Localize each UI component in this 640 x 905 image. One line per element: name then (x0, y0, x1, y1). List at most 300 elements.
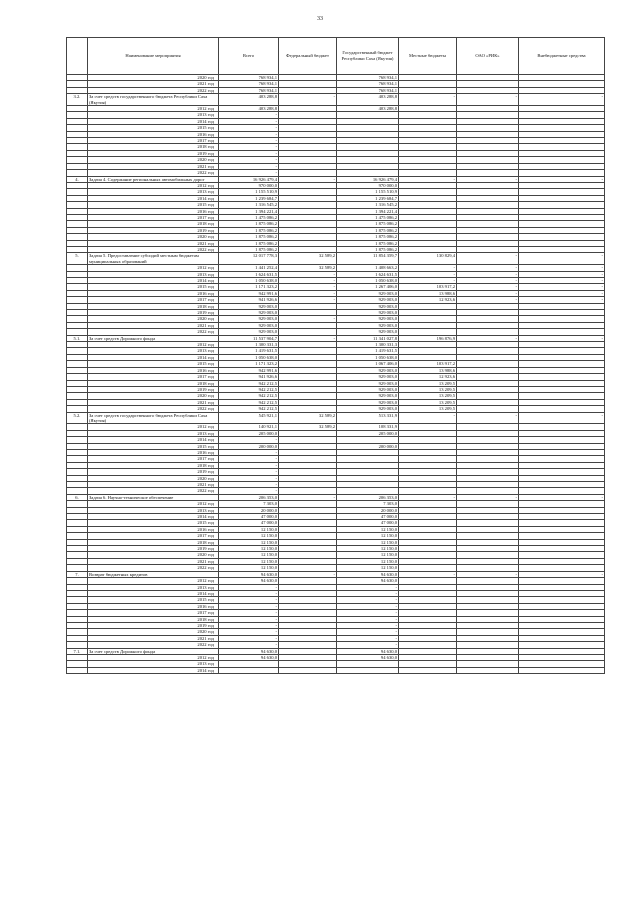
activity-name: 2016 год (88, 526, 219, 532)
activity-name: 2014 год (88, 278, 219, 284)
extrabudgetary-cell: - (519, 176, 605, 182)
state-cell: 12 150,0 (337, 565, 399, 571)
total-cell: 12 017 778,3 (219, 253, 279, 265)
state-cell: 12 150,0 (337, 546, 399, 552)
total-cell: - (219, 118, 279, 124)
state-cell: 1 155 510,9 (337, 189, 399, 195)
activity-name: 2021 год (88, 81, 219, 87)
row-number: 5.1. (67, 335, 88, 341)
activity-name: 2015 год (88, 361, 219, 367)
extrabudgetary-cell: - (519, 290, 605, 296)
total-cell: - (219, 475, 279, 481)
activity-name: 2017 год (88, 138, 219, 144)
activity-name: 2012 год (88, 424, 219, 430)
extrabudgetary-cell: - (519, 271, 605, 277)
activity-name: 2012 год (88, 578, 219, 584)
activity-name: 2022 год (88, 565, 219, 571)
total-cell: 47 000,0 (219, 514, 279, 520)
rik-cell: - (457, 571, 519, 577)
local-cell: - (399, 412, 457, 424)
activity-name: 2013 год (88, 112, 219, 118)
table-row (67, 94, 605, 106)
state-cell: 1 408 663,2 (337, 265, 399, 271)
total-cell: 1 875 086,2 (219, 234, 279, 240)
extrabudgetary-cell: - (519, 265, 605, 271)
rik-cell: - (457, 278, 519, 284)
state-cell: 1 875 086,2 (337, 234, 399, 240)
row-number: 7.1. (67, 648, 88, 654)
local-cell: 13 988,6 (399, 367, 457, 373)
total-cell: 1 875 086,2 (219, 246, 279, 252)
state-cell: - (337, 629, 399, 635)
total-cell: 941 926,6 (219, 297, 279, 303)
activity-name: 2019 год (88, 386, 219, 392)
state-cell: 929 003,0 (337, 393, 399, 399)
total-cell: 942 212,5 (219, 386, 279, 392)
total-cell (219, 667, 279, 673)
total-cell: 942 212,5 (219, 393, 279, 399)
total-cell: - (219, 163, 279, 169)
state-cell: 11 341 027,8 (337, 335, 399, 341)
state-cell: 929 003,0 (337, 406, 399, 412)
extrabudgetary-cell: - (519, 284, 605, 290)
activity-name: 2018 год (88, 221, 219, 227)
state-cell: 929 003,0 (337, 386, 399, 392)
extrabudgetary-cell: - (519, 335, 605, 341)
state-cell: 1 239 684,7 (337, 195, 399, 201)
activity-name: 2022 год (88, 329, 219, 335)
activity-name: 2015 год (88, 520, 219, 526)
table-row (67, 253, 605, 265)
activity-name: 2018 год (88, 462, 219, 468)
total-cell: - (219, 584, 279, 590)
activity-name: За счет средств Дорожного фонда (88, 648, 219, 654)
activity-name: За счет средств государственного бюджета Республики Саха (Якутия) (88, 412, 219, 424)
total-cell: - (219, 616, 279, 622)
activity-name: 2019 год (88, 622, 219, 628)
federal-cell: 32 589,2 (279, 424, 337, 430)
activity-name: 2017 год (88, 610, 219, 616)
federal-cell: 32 589,2 (279, 253, 337, 265)
federal-cell: - (279, 297, 337, 303)
activity-name: 2012 год (88, 265, 219, 271)
activity-name: 2018 год (88, 380, 219, 386)
row-number: 5.2. (67, 412, 88, 424)
state-cell: 206 353,0 (337, 494, 399, 500)
activity-name: 2020 год (88, 316, 219, 322)
activity-name: 2013 год (88, 430, 219, 436)
total-cell: 12 150,0 (219, 539, 279, 545)
extrabudgetary-cell: - (519, 571, 605, 577)
state-cell: - (337, 610, 399, 616)
total-cell: 47 000,0 (219, 520, 279, 526)
rik-cell: - (457, 335, 519, 341)
local-cell: - (399, 176, 457, 182)
local-cell: 103 917,2 (399, 361, 457, 367)
activity-name: 2014 год (88, 354, 219, 360)
header-activity-name: Наименование мероприятия (88, 38, 219, 75)
activity-name: За счет средств Дорожного фонда (88, 335, 219, 341)
local-cell: 13 988,6 (399, 290, 457, 296)
total-cell: 929 003,0 (219, 322, 279, 328)
state-cell: 1 316 545,2 (337, 202, 399, 208)
rik-cell: - (457, 412, 519, 424)
total-cell: 1 475 086,2 (219, 214, 279, 220)
state-cell: 403 288,8 (337, 106, 399, 112)
total-cell: 768 934,1 (219, 81, 279, 87)
total-cell: - (219, 112, 279, 118)
state-cell: 94 630,0 (337, 578, 399, 584)
total-cell: 1 239 684,7 (219, 195, 279, 201)
state-cell: 1 875 086,2 (337, 221, 399, 227)
total-cell: 929 003,0 (219, 303, 279, 309)
total-cell: 1 419 631,5 (219, 348, 279, 354)
activity-name: 2022 год (88, 406, 219, 412)
activity-name: 2017 год (88, 297, 219, 303)
activity-name: 2012 год (88, 501, 219, 507)
local-cell: 130 829,4 (399, 253, 457, 265)
state-cell: 403 288,8 (337, 94, 399, 106)
activity-name: За счет средств государственного бюджета Республики Саха (Якутия) (88, 94, 219, 106)
total-cell: 1 875 086,2 (219, 221, 279, 227)
total-cell: - (219, 462, 279, 468)
state-cell: 929 003,0 (337, 322, 399, 328)
activity-name: 2018 год (88, 303, 219, 309)
total-cell: 12 150,0 (219, 533, 279, 539)
activity-name: 2019 год (88, 227, 219, 233)
total-cell: 16 926 479,4 (219, 176, 279, 182)
state-cell: 94 630,0 (337, 648, 399, 654)
federal-cell: - (279, 316, 337, 322)
local-cell: - (399, 94, 457, 106)
activity-name: 2021 год (88, 635, 219, 641)
state-cell: 929 003,0 (337, 310, 399, 316)
total-cell: - (219, 469, 279, 475)
local-cell: 13 209,5 (399, 406, 457, 412)
table-row (67, 412, 605, 424)
state-cell: 1 050 638,0 (337, 278, 399, 284)
activity-name: 2020 год (88, 393, 219, 399)
state-cell: 1 875 086,2 (337, 227, 399, 233)
activity-name: 2017 год (88, 214, 219, 220)
activity-name: 2017 год (88, 456, 219, 462)
state-cell: 1 624 631,5 (337, 271, 399, 277)
state-cell: 11 854 359,7 (337, 253, 399, 265)
activity-name: 2014 год (88, 118, 219, 124)
activity-name: 2020 год (88, 157, 219, 163)
rik-cell (457, 667, 519, 673)
federal-cell: - (279, 290, 337, 296)
activity-name: 2014 год (88, 437, 219, 443)
federal-cell (279, 667, 337, 673)
total-cell: - (219, 456, 279, 462)
local-cell: 103 917,2 (399, 284, 457, 290)
row-number: 7. (67, 571, 88, 577)
state-cell: 929 003,0 (337, 374, 399, 380)
total-cell: 1 316 545,2 (219, 202, 279, 208)
state-cell: - (337, 603, 399, 609)
state-cell: 16 926 479,4 (337, 176, 399, 182)
state-cell: 1 067 406,0 (337, 361, 399, 367)
activity-name: 2012 год (88, 106, 219, 112)
local-cell: - (399, 571, 457, 577)
rik-cell: - (457, 290, 519, 296)
activity-name: 2016 год (88, 367, 219, 373)
rik-cell: - (457, 265, 519, 271)
total-cell: 7 303,0 (219, 501, 279, 507)
activity-name: 2016 год (88, 449, 219, 455)
activity-name: 2022 год (88, 488, 219, 494)
total-cell: 1 155 510,9 (219, 189, 279, 195)
local-cell: 196 876,9 (399, 335, 457, 341)
header-row (67, 38, 605, 75)
federal-cell: - (279, 176, 337, 182)
activity-name: 2014 год (88, 514, 219, 520)
total-cell: 929 003,0 (219, 316, 279, 322)
state-cell: - (337, 584, 399, 590)
total-cell: 1 624 631,5 (219, 271, 279, 277)
state-cell: 7 303,0 (337, 501, 399, 507)
activity-name: 2021 год (88, 482, 219, 488)
activity-name: 2018 год (88, 616, 219, 622)
local-cell: 13 209,5 (399, 399, 457, 405)
state-cell: 1 875 086,2 (337, 246, 399, 252)
total-cell: 1 050 638,0 (219, 278, 279, 284)
state-cell: - (337, 597, 399, 603)
total-cell: 1 394 221,4 (219, 208, 279, 214)
total-cell: 200 000,0 (219, 443, 279, 449)
activity-name: 2013 год (88, 271, 219, 277)
state-cell: 768 934,1 (337, 81, 399, 87)
state-cell: 929 003,0 (337, 316, 399, 322)
state-cell: 20 000,0 (337, 507, 399, 513)
extrabudgetary-cell: - (519, 278, 605, 284)
table-row (67, 667, 605, 673)
total-cell: 12 150,0 (219, 546, 279, 552)
federal-cell: 32 589,2 (279, 412, 337, 424)
header-extrabudgetary: Внебюджетные средства (519, 38, 605, 75)
federal-cell: - (279, 271, 337, 277)
activity-name: 2012 год (88, 654, 219, 660)
activity-name: 2020 год (88, 75, 219, 81)
state-cell: - (337, 635, 399, 641)
total-cell: - (219, 603, 279, 609)
local-cell: 13 209,5 (399, 393, 457, 399)
state-cell: 929 003,0 (337, 297, 399, 303)
total-cell: 1 171 323,2 (219, 284, 279, 290)
total-cell: - (219, 138, 279, 144)
activity-name: 2017 год (88, 533, 219, 539)
activity-name: 2021 год (88, 240, 219, 246)
total-cell: - (219, 131, 279, 137)
row-number: 6. (67, 494, 88, 500)
total-cell: 941 926,6 (219, 374, 279, 380)
row-number: 3.2. (67, 94, 88, 106)
total-cell: 942 991,6 (219, 367, 279, 373)
activity-name: 2022 год (88, 246, 219, 252)
header-local-budgets: Местные бюджеты (399, 38, 457, 75)
total-cell: 942 212,5 (219, 380, 279, 386)
rik-cell: - (457, 253, 519, 265)
total-cell: - (219, 157, 279, 163)
total-cell: - (219, 125, 279, 131)
total-cell: 94 630,0 (219, 578, 279, 584)
total-cell: 1 050 638,0 (219, 354, 279, 360)
local-cell: 12 923,6 (399, 297, 457, 303)
extrabudgetary-cell: - (519, 253, 605, 265)
activity-name: 2021 год (88, 322, 219, 328)
activity-name: 2020 год (88, 475, 219, 481)
state-cell: 47 000,0 (337, 514, 399, 520)
state-cell: 200 000,0 (337, 443, 399, 449)
local-cell: - (399, 494, 457, 500)
state-cell: 1 394 221,4 (337, 208, 399, 214)
header-state-budget: Государственный бюджет Республики Саха (Якутия) (337, 38, 399, 75)
total-cell: 403 288,8 (219, 94, 279, 106)
activity-name: 2022 год (88, 87, 219, 93)
activity-name: 2019 год (88, 469, 219, 475)
activity-name: 2019 год (88, 150, 219, 156)
activity-name: 2021 год (88, 163, 219, 169)
activity-name: 2013 год (88, 661, 219, 667)
row-number (67, 667, 88, 673)
total-cell: 205 000,0 (219, 430, 279, 436)
state-cell: - (337, 590, 399, 596)
activity-name: 2020 год (88, 552, 219, 558)
page-number: 33 (317, 16, 323, 22)
total-cell: 970 000,0 (219, 182, 279, 188)
state-cell: 94 630,0 (337, 654, 399, 660)
activity-name: 2013 год (88, 584, 219, 590)
total-cell: 140 921,1 (219, 424, 279, 430)
federal-cell: - (279, 494, 337, 500)
total-cell: 545 921,1 (219, 412, 279, 424)
local-cell: 13 209,5 (399, 380, 457, 386)
local-cell: 13 209,5 (399, 386, 457, 392)
total-cell: - (219, 449, 279, 455)
header-total: Всего (219, 38, 279, 75)
total-cell: 12 150,0 (219, 558, 279, 564)
state-cell: - (337, 622, 399, 628)
total-cell: 1 171 323,2 (219, 361, 279, 367)
state-cell: 12 150,0 (337, 558, 399, 564)
total-cell: 942 991,6 (219, 290, 279, 296)
extrabudgetary-cell: - (519, 412, 605, 424)
activity-name: 2014 год (88, 667, 219, 673)
activity-name: 2022 год (88, 170, 219, 176)
state-cell: 929 003,0 (337, 399, 399, 405)
activity-name: 2020 год (88, 234, 219, 240)
row-number: 4. (67, 176, 88, 182)
state-cell: 12 150,0 (337, 552, 399, 558)
activity-name: 2019 год (88, 546, 219, 552)
total-cell: 1 875 086,2 (219, 227, 279, 233)
activity-name: 2017 год (88, 374, 219, 380)
total-cell: - (219, 144, 279, 150)
state-cell (337, 667, 399, 673)
activity-name: 2015 год (88, 125, 219, 131)
activity-name: 2016 год (88, 603, 219, 609)
activity-name: 2015 год (88, 202, 219, 208)
state-cell: 205 000,0 (337, 430, 399, 436)
total-cell: - (219, 150, 279, 156)
row-number: 5. (67, 253, 88, 265)
header-number (67, 38, 88, 75)
activity-name: 2016 год (88, 208, 219, 214)
state-cell: 94 630,0 (337, 571, 399, 577)
state-cell: 1 267 406,0 (337, 284, 399, 290)
activity-name: 2022 год (88, 642, 219, 648)
state-cell: 12 150,0 (337, 533, 399, 539)
activity-name: Задача 4. Содержание региональных автомобильных дорог (88, 176, 219, 182)
total-cell: - (219, 437, 279, 443)
federal-cell: - (279, 278, 337, 284)
activity-name: 2021 год (88, 558, 219, 564)
state-cell: - (337, 616, 399, 622)
total-cell: 1 441 252,4 (219, 265, 279, 271)
extrabudgetary-cell: - (519, 297, 605, 303)
total-cell: 206 353,0 (219, 494, 279, 500)
state-cell: 513 331,9 (337, 412, 399, 424)
total-cell: - (219, 482, 279, 488)
state-cell: - (337, 642, 399, 648)
activity-name: 2018 год (88, 144, 219, 150)
state-cell: 1 300 331,3 (337, 342, 399, 348)
total-cell: 929 003,0 (219, 310, 279, 316)
total-cell: - (219, 170, 279, 176)
state-cell: 1 419 631,5 (337, 348, 399, 354)
federal-cell: - (279, 335, 337, 341)
activity-name: 2013 год (88, 507, 219, 513)
activity-name: 2013 год (88, 189, 219, 195)
total-cell: 768 934,1 (219, 87, 279, 93)
activity-name: Возврат бюджетных кредитов (88, 571, 219, 577)
rik-cell: - (457, 176, 519, 182)
activity-name: 2012 год (88, 342, 219, 348)
activity-name: 2012 год (88, 182, 219, 188)
state-cell: 12 150,0 (337, 526, 399, 532)
state-cell: 12 150,0 (337, 539, 399, 545)
header-federal-budget: Федеральный бюджет (279, 38, 337, 75)
total-cell: - (219, 622, 279, 628)
federal-cell: - (279, 571, 337, 577)
total-cell: 11 537 904,7 (219, 335, 279, 341)
local-cell: - (399, 271, 457, 277)
total-cell: 12 150,0 (219, 565, 279, 571)
total-cell: 929 003,0 (219, 329, 279, 335)
state-cell: 929 003,0 (337, 367, 399, 373)
state-cell: 970 000,0 (337, 182, 399, 188)
total-cell: 942 212,5 (219, 399, 279, 405)
total-cell: 20 000,0 (219, 507, 279, 513)
local-cell: 12 923,6 (399, 374, 457, 380)
rik-cell: - (457, 297, 519, 303)
state-cell: 1 875 086,2 (337, 240, 399, 246)
state-cell: 1 475 086,2 (337, 214, 399, 220)
extrabudgetary-cell: - (519, 494, 605, 500)
total-cell: 768 934,1 (219, 75, 279, 81)
total-cell: 942 212,5 (219, 406, 279, 412)
local-cell: - (399, 265, 457, 271)
state-cell: 1 050 638,0 (337, 354, 399, 360)
activity-name: 2018 год (88, 539, 219, 545)
total-cell: - (219, 597, 279, 603)
state-cell: 929 003,0 (337, 303, 399, 309)
total-cell: 94 630,0 (219, 571, 279, 577)
state-cell: 929 003,0 (337, 290, 399, 296)
total-cell: 12 150,0 (219, 526, 279, 532)
table-body (67, 75, 605, 674)
